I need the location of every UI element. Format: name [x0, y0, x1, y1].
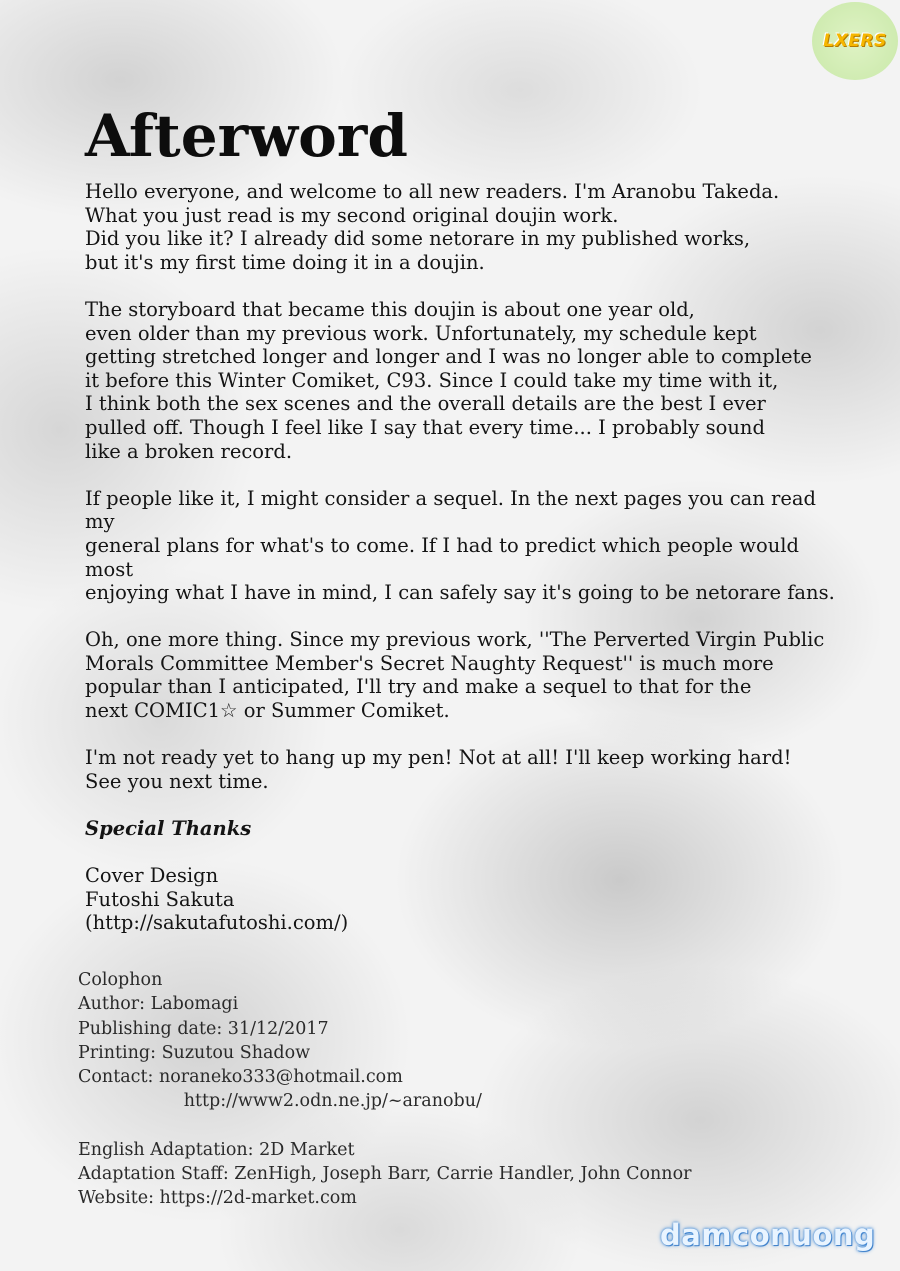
site-logo — [812, 2, 898, 80]
colophon-publishing-date: Publishing date: 31/12/2017 — [78, 1018, 329, 1039]
paragraph-greeting: Hello everyone, and welcome to all new readers. I'm Aranobu Takeda. What you just read is my second original doujin work. Did you like it? I already did some netorare in my published works, but it's my first time doing it in a doujin. — [85, 180, 780, 274]
paragraph-previous-work: Oh, one more thing. Since my previous work, ''The Perverted Virgin Public Morals Committee Member's Secret Naughty Request'' is much more popular than I anticipated, I'll try and make a sequel to that for the next COMIC1☆ or Summer Comiket. — [85, 628, 825, 723]
site-watermark: damconuong — [660, 1218, 876, 1252]
special-thanks-heading: Special Thanks — [85, 817, 252, 841]
colophon-adaptation-staff: Adaptation Staff: ZenHigh, Joseph Barr, Carrie Handler, John Connor — [78, 1164, 692, 1185]
colophon-heading: Colophon — [78, 970, 163, 990]
colophon-spacer — [78, 1114, 778, 1138]
afterword-body — [85, 180, 845, 935]
special-thanks-credits: Cover Design Futoshi Sakuta (http://sakutafutoshi.com/) — [85, 864, 349, 935]
paragraph-closing: I'm not ready yet to hang up my pen! Not at all! I'll keep working hard! See you next time. — [85, 746, 792, 793]
colophon-author: Author: Labomagi — [78, 994, 239, 1015]
colophon-contact-url: http://www2.odn.ne.jp/~aranobu/ — [78, 1091, 482, 1112]
colophon — [78, 968, 778, 1211]
page-title: Afterword — [85, 102, 408, 170]
colophon-english-adaptation: English Adaptation: 2D Market — [78, 1139, 355, 1160]
paragraph-storyboard: The storyboard that became this doujin is about one year old, even older than my previous work. Unfortunately, my schedule kept getting stretched longer and longer and I was no longer able to complete it before this Winter Comiket, C93. Since I could take my time with it, I think both the sex scenes and the overall details are the best I ever pulled off. Though I feel like I say that every time... I probably sound like a broken record. — [85, 297, 812, 463]
paragraph-sequel: If people like it, I might consider a sequel. In the next pages you can read my general plans for what's to come. If I had to predict which people would most enjoying what I have in mind, I can safely say it's going to be netorare fans. — [85, 486, 835, 605]
colophon-printing: Printing: Suzutou Shadow — [78, 1042, 311, 1063]
site-logo-text: LXERS — [823, 31, 887, 51]
colophon-website: Website: https://2d-market.com — [78, 1188, 357, 1209]
colophon-contact: Contact: noraneko333@hotmail.com — [78, 1067, 403, 1088]
